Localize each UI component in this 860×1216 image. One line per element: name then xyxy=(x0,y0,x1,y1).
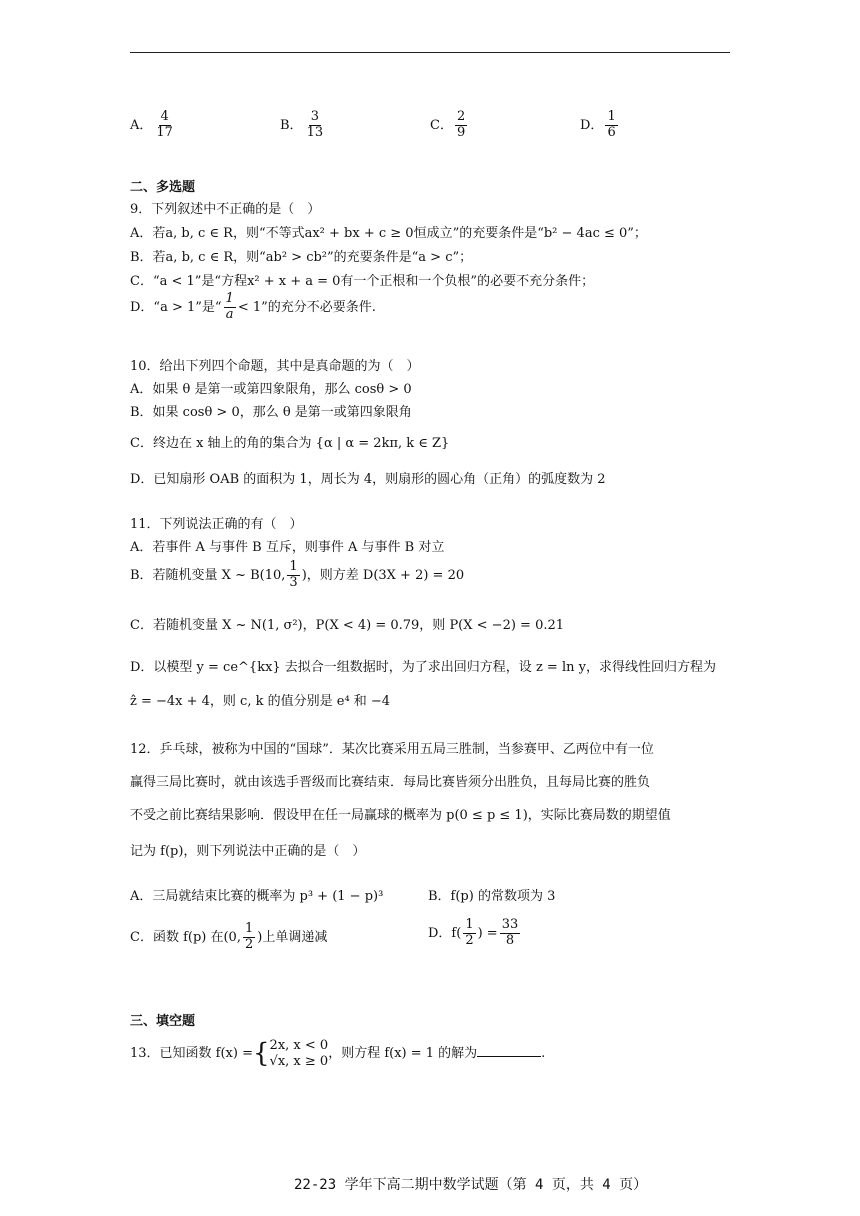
piecewise-cases xyxy=(270,1038,329,1069)
q9-option-b: B．若a, b, c ∈ R，则“ab² > cb²”的充要条件是“a > c”； xyxy=(130,250,473,265)
q9-option-d xyxy=(130,292,376,323)
denominator: 2 xyxy=(244,936,254,952)
fraction xyxy=(243,922,255,953)
q12-d-middle: ) = xyxy=(477,925,498,941)
numerator: 1 xyxy=(607,109,616,124)
numerator: 2 xyxy=(456,109,466,124)
q11-option-a: A．若事件 A 与事件 B 互斥，则事件 A 与事件 B 对立 xyxy=(130,540,445,555)
fraction xyxy=(154,110,175,141)
q12-c-prefix: C．函数 f(p) 在(0, xyxy=(130,929,241,945)
q13-end: . xyxy=(541,1046,546,1062)
denominator: 2 xyxy=(465,932,474,948)
q12-option-d xyxy=(428,918,522,949)
q10-option-d: D．已知扇形 OAB 的面积为 1，周长为 4，则扇形的圆心角（正角）的弧度数为 2 xyxy=(130,472,606,487)
q10-option-c: C．终边在 x 轴上的角的集合为 {α | α = 2kπ, k ∈ Z} xyxy=(130,436,450,451)
q8-option-d xyxy=(580,110,620,141)
q11-option-b xyxy=(130,560,464,591)
q11-stem: 11．下列说法正确的有（ ） xyxy=(130,517,303,532)
q8-option-b xyxy=(280,110,327,141)
section-heading-multi-choice: 二、多选题 xyxy=(130,180,196,195)
header-rule xyxy=(130,52,730,53)
q11-option-c: C．若随机变量 X ~ N(1, σ²)，P(X < 4) = 0.79，则 P(X < −2) = 0.21 xyxy=(130,618,565,633)
fraction xyxy=(287,560,299,591)
option-label: D． xyxy=(580,117,604,133)
q9-d-prefix: D．“a > 1”是“ xyxy=(130,299,222,315)
numerator: 1 xyxy=(289,559,298,574)
q13-prefix: 13．已知函数 f(x) = xyxy=(130,1046,253,1062)
denominator: 8 xyxy=(505,932,515,948)
q10-option-a: A．如果 θ 是第一或第四象限角，那么 cosθ > 0 xyxy=(130,382,412,397)
q12-line-4: 记为 f(p)，则下列说法中正确的是（ ） xyxy=(130,844,366,859)
fraction xyxy=(305,110,326,141)
fraction xyxy=(463,918,475,949)
numerator: 3 xyxy=(310,109,319,124)
q8-option-a xyxy=(130,110,177,141)
numerator: 33 xyxy=(501,917,519,932)
numerator: 1 xyxy=(244,921,254,936)
q12-option-c xyxy=(130,922,327,953)
q11-option-d-line2: ẑ = −4x + 4，则 c, k 的值分别是 e⁴ 和 −4 xyxy=(130,694,391,709)
q12-option-b: B．f(p) 的常数项为 3 xyxy=(428,889,556,904)
fraction xyxy=(455,110,467,141)
q12-line-2: 赢得三局比赛时，就由该选手晋级而比赛结束．每局比赛皆须分出胜负，且每局比赛的胜负 xyxy=(130,775,651,790)
q12-c-suffix: )上单调递减 xyxy=(257,929,328,945)
q12-line-1: 12．乒乓球，被称为中国的“国球”．某次比赛采用五局三胜制，当参赛甲、乙两位中有一位 xyxy=(130,742,654,757)
numerator: 1 xyxy=(225,291,234,306)
q12-d-prefix: D．f( xyxy=(428,925,462,941)
page-footer: 22-23 学年下高二期中数学试题（第 4 页，共 4 页） xyxy=(294,1177,648,1193)
q11-b-suffix: )，则方差 D(3X + 2) = 20 xyxy=(301,567,465,583)
fraction xyxy=(500,918,521,949)
q10-option-b: B．如果 cosθ > 0，那么 θ 是第一或第四象限角 xyxy=(130,405,412,420)
case-1: 2x, x < 0 xyxy=(269,1038,329,1053)
denominator: 9 xyxy=(456,124,466,140)
denominator: a xyxy=(225,306,234,322)
numerator: 1 xyxy=(465,917,474,932)
q8-option-c xyxy=(430,110,469,141)
q12-option-a: A．三局就结束比赛的概率为 p³ + (1 − p)³ xyxy=(130,889,384,904)
case-2: √x, x ≥ 0 xyxy=(269,1053,329,1069)
denominator: 6 xyxy=(607,124,616,140)
q13-suffix: ，则方程 f(x) = 1 的解为 xyxy=(328,1046,478,1062)
fraction xyxy=(224,292,236,323)
denominator: 3 xyxy=(289,574,298,590)
q13 xyxy=(130,1038,545,1069)
denominator: 17 xyxy=(156,124,173,140)
denominator: 13 xyxy=(306,124,324,140)
fraction xyxy=(605,110,617,141)
numerator: 4 xyxy=(160,109,169,124)
answer-blank xyxy=(477,1044,541,1057)
q11-b-prefix: B．若随机变量 X ~ B(10, xyxy=(130,567,286,583)
q9-option-a: A．若a, b, c ∈ R，则“不等式ax² + bx + c ≥ 0恒成立”的充要条件是“b² − 4ac ≤ 0”； xyxy=(130,226,647,241)
left-brace: { xyxy=(253,1038,270,1069)
q9-option-c: C．“a < 1”是“方程x² + x + a = 0有一个正根和一个负根”的必要不充分条件； xyxy=(130,274,595,289)
q12-line-3: 不受之前比赛结果影响．假设甲在任一局赢球的概率为 p(0 ≤ p ≤ 1)，实际比赛局数的期望值 xyxy=(130,808,671,823)
q11-option-d-line1: D．以模型 y = ce^{kx} 去拟合一组数据时，为了求出回归方程，设 z = ln y，求得线性回归方程为 xyxy=(130,660,716,675)
q9-d-suffix: < 1”的充分不必要条件. xyxy=(237,299,376,315)
q10-stem: 10．给出下列四个命题，其中是真命题的为（ ） xyxy=(130,359,420,374)
q9-stem: 9．下列叙述中不正确的是（ ） xyxy=(130,202,321,217)
option-label: B． xyxy=(280,117,303,133)
section-heading-fill-blank: 三、填空题 xyxy=(130,1014,196,1029)
option-label: C． xyxy=(430,117,453,133)
option-label: A． xyxy=(130,117,153,133)
